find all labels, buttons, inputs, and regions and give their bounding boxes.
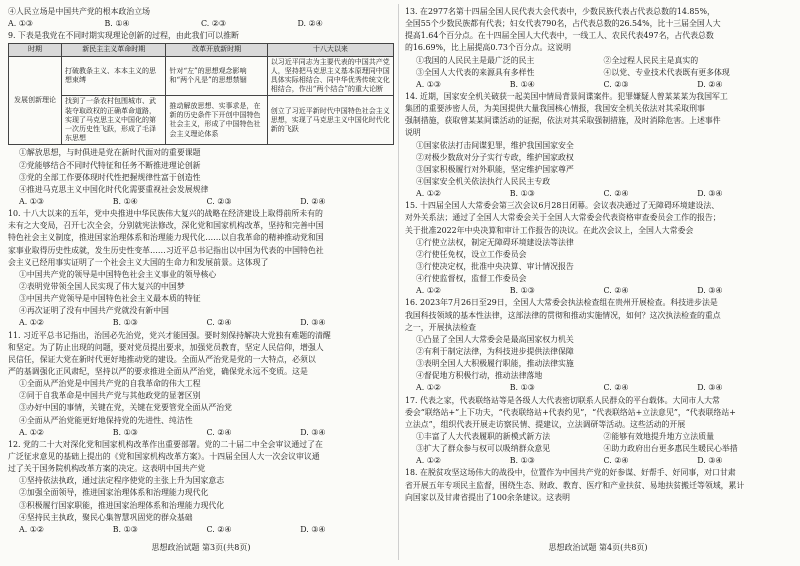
statement: ④以党、专业技术代表既有更多体现 — [603, 67, 730, 77]
table-header: 改革开放新时期 — [166, 44, 267, 56]
statement: ②行使任免权，设立工作委员会 — [416, 249, 527, 259]
stem-line: 立法点”，组织代表开展走访察民情、提建议，立法调研等活动。这些活动的开展 — [405, 419, 686, 429]
option-d: D. ②④ — [697, 79, 723, 89]
stem-line: 民信任，保证大党在新时代更好地推动党的建设。全面从严治党是党的一大特点，必须以 — [8, 354, 316, 364]
option-a: A. ①② — [19, 427, 44, 437]
stem-line: 家事业取得历史性成就，发生历史性变革……习近平总书记指出以中国为代表的中国特色社 — [8, 245, 324, 255]
option-b: B. ①③ — [509, 383, 535, 393]
statement: ③行使决定权，批准中央决算、审计情况报告 — [416, 262, 574, 272]
statement: ①我国的人民民主是最广泛的民主 — [416, 55, 535, 65]
option-c: C. ②④ — [603, 383, 629, 393]
option-d: D. ③④ — [697, 189, 723, 199]
option-d: D. ②④ — [297, 19, 323, 29]
options-row — [8, 18, 394, 30]
stem-line: 未有之大变局，召开七次全会，分别就宪法修改，深化党和国家机构改革，坚持和完善中国 — [8, 221, 324, 231]
option-c: C. ②④ — [206, 427, 232, 437]
statement: ①行使立法权，制定无障碍环境建设法等法律 — [416, 237, 574, 247]
option-c: C. ②③ — [201, 19, 226, 29]
option-a: A. ①③ — [8, 19, 33, 29]
statement: ②同于自我革命是中国共产党与其他政党的显著区别 — [19, 391, 201, 401]
option-a: A. ①② — [19, 318, 44, 328]
stem-line: 强制措施，获取曾某某间谍活动的证据，依法对其采取强制措施，及时消除危害。上述事件 — [405, 116, 721, 126]
stem-line: 严的基调强化正风肃纪，坚持以严的要求推进全面从严治党，确保党永远不变质。这是 — [8, 367, 308, 377]
stem-line: 过了关于国务院机构改革方案的决定。这表明中国共产党 — [8, 464, 206, 474]
theory-innovation-table — [8, 43, 394, 145]
stem-line: 向国家以及甘肃省提出了100余条建议。这表明 — [405, 492, 570, 502]
statement: ④推进马克思主义中国化时代化需要重视社会发展规律 — [19, 184, 209, 194]
statement: ①全面从严治党是中国共产党的自我革命的伟大工程 — [19, 379, 201, 389]
stem-line: 对外关系法；通过了全国人大常委会关于全国人大常委会代表资格审查委员会工作的报告； — [405, 213, 721, 223]
statements-row — [405, 443, 791, 455]
statement: ②加强全面领导，推进国家治理体系和治理能力现代化 — [19, 488, 209, 498]
stem-line: 集团的重要涉密人员，为美国提供大量我国核心情报，我国安全机关依法对其采取刑事 — [405, 104, 705, 114]
stem-line: 我国科技领域的基本性法律，这部法律的贯彻和推动实施情况，如何？这次执法检查的重点 — [405, 310, 721, 320]
page-3 — [8, 6, 394, 554]
statement: ④行使监督权，监督工作委员会 — [416, 274, 527, 284]
option-b: B. ①③ — [112, 318, 138, 328]
statement: ④国家安全机关依法执行人民民主专政 — [416, 177, 551, 187]
stem-line: 全国55个少数民族都有代表；妇女代表790名，占代表总数的26.54%，比十三届全国人大 — [405, 19, 721, 29]
option-a: A. ①② — [19, 524, 44, 534]
statement: ③国家积极履行对外职能，坚定维护国家尊严 — [416, 164, 574, 174]
table-header: 时期 — [9, 44, 62, 56]
table-cell: 找到了一条农村包围城市、武装夺取政权的正确革命道路，实现了马克思主义中国化的第一次历史性飞跃，形成了毛泽东思想 — [62, 96, 166, 145]
option-c: C. ②④ — [603, 286, 629, 296]
stem-line: 广泛征求意见的基础上提出的《党和国家机构改革方案》。十四届全国人大一次会议审议通 — [8, 452, 320, 462]
statements-row — [405, 67, 791, 79]
option-a: A. ①② — [416, 286, 441, 296]
stem-line: 之一，开展执法检查 — [405, 322, 477, 332]
question-11-stem: 11. 习近平总书记指出，治国必先治党，党兴才能国强。要时刻保持解决大党独有难题的清醒 — [8, 330, 331, 340]
question-15-stem: 15. 十四届全国人大常委会第三次会议6月28日闭幕。会议表决通过了无障碍环境建设法、 — [405, 201, 720, 211]
statement: ②党能够结合不同时代特征和任务不断推进理论创新 — [19, 160, 201, 170]
question-12-stem: 12. 党的二十大对深化党和国家机构改革作出重要部署。党的二十届二中全会审议通过了在 — [8, 439, 323, 449]
statement: ②能够有效地提升地方立法质量 — [603, 432, 714, 442]
stem-line: 委会“联络站+”上下功夫，“代表联络站+代表约见”，“代表联络站+立法意见”，“代表联络站+ — [405, 407, 736, 417]
statement: ①国家依法打击间谍犯罪，维护我国国家安全 — [416, 140, 574, 150]
option-b: B. ①④ — [112, 197, 138, 207]
option-d: D. ③④ — [697, 286, 723, 296]
option-b: B. ①③ — [509, 286, 535, 296]
page-4 — [405, 6, 791, 554]
page-footer: 思想政治试题 第4页(共8页) — [548, 543, 648, 552]
table-row-label: 发展创新理论 — [9, 56, 62, 145]
table-header: 新民主主义革命时期 — [62, 44, 166, 56]
option-b: B. ①③ — [509, 189, 535, 199]
statement: ④坚持民主执政，聚民心集智慧巩固党的群众基础 — [19, 512, 193, 522]
options-row — [405, 455, 791, 467]
options-row — [8, 524, 394, 536]
question-16-stem: 16. 2023年7月26日至29日，全国人大常委会执法检查组在贵州开展检查。科技进步法是 — [405, 298, 718, 308]
option-d: D. ②④ — [300, 197, 326, 207]
question-9-stem: 9. 下表是我党在不同时期实现理论创新的过程，由此我们可以推断 — [8, 31, 239, 41]
stem-line: 提高1.64个百分点。在十四届全国人大代表中，一线工人、农民代表497名，占代表总数 — [405, 31, 714, 41]
option-d: D. ③④ — [300, 318, 326, 328]
statement: ④再次证明了没有中国共产党就没有新中国 — [19, 306, 169, 316]
stem-line: 特色社会主义制度，推进国家治理体系和治理能力现代化……以自我革命的精神推动党和国 — [8, 233, 324, 243]
page-footer: 思想政治试题 第3页(共8页) — [151, 543, 251, 552]
table-cell: 针对“左”的思想观念影响和“两个凡是”的思想禁锢 — [166, 56, 267, 96]
option-c: C. ②③ — [603, 79, 629, 89]
table-cell: 打破教条主义、本本主义的思想束缚 — [62, 56, 166, 96]
statement: ④全面从严治党能更好地保持党的先进性、纯洁性 — [19, 415, 193, 425]
option-d: D. ③④ — [300, 427, 326, 437]
options-row — [405, 285, 791, 297]
statement: ①坚持依法执政，通过法定程序使党的主张上升为国家意志 — [19, 476, 225, 486]
options-row — [8, 317, 394, 329]
statement: ①凸显了全国人大常委会是最高国家权力机关 — [416, 334, 574, 344]
option-a: A. ①③ — [416, 79, 441, 89]
statement: ③积极履行国家职能，推进国家治理体系和治理能力现代化 — [19, 500, 225, 510]
statement: ③党的全部工作要体现时代性把握规律性富于创造性 — [19, 172, 201, 182]
question-13-stem: 13. 在2977名第十四届全国人民代表大会代表中，少数民族代表占代表总数的14.85%， — [405, 7, 715, 16]
statement: ③全国人大代表的来源具有多样性 — [416, 67, 535, 77]
options-row — [8, 196, 394, 208]
option-b: B. ①④ — [104, 19, 130, 29]
stem-line: 的16.69%，比上届提高0.73个百分点。这说明 — [405, 43, 572, 53]
statement: ③表明全国人大积极履行职能，推动法律实施 — [416, 359, 574, 369]
statement: ①中国共产党的领导是中国特色社会主义事业的领导核心 — [19, 269, 217, 279]
statement: ③办好中国的事情，关键在党，关键在党要管党全面从严治党 — [19, 403, 233, 413]
option-a: A. ①③ — [19, 197, 44, 207]
statement: ②对极少数敌对分子实行专政，维护国家政权 — [416, 152, 574, 162]
table-cell: 推动解放思想、实事求是，在新的历史条件下开创中国特色社会主义，形成了中国特色社会主义理论体系 — [166, 96, 267, 145]
option-b: B. ①③ — [112, 427, 138, 437]
option-c: C. ②④ — [206, 318, 232, 328]
question-18-stem: 18. 在脱贫攻坚这场伟大的战役中，位置作为中国共产党的好参谋、好帮手、好同事，对口甘肃 — [405, 468, 736, 478]
option-c: C. ②④ — [603, 189, 629, 199]
statement: ④督促地方积极行动，推动法律落地 — [416, 371, 543, 381]
option-d: D. ③④ — [697, 383, 723, 393]
option-b: B. ①③ — [509, 456, 535, 466]
statement: ③中国共产党领导是中国特色社会主义最本质的特征 — [19, 294, 201, 304]
option-d: D. ③④ — [697, 456, 723, 466]
option-a: A. ①② — [416, 189, 441, 199]
question-14-stem: 14. 近期，国家安全机关破获一起美国中情局背景间谍案件。犯罪嫌疑人曾某某某为我国军工 — [405, 92, 728, 102]
option-b: B. ①④ — [509, 79, 535, 89]
statement: ④助力政府出台更多惠民生暖民心举措 — [603, 444, 738, 454]
statement: ①解放思想，与时俱进是党在新时代面对的重要课题 — [19, 148, 201, 158]
page-divider — [398, 4, 399, 560]
stem-line: 关于批准2022年中央决算和审计工作报告的决议。在此次会议上，全国人大常委会 — [405, 225, 694, 235]
statement: ①丰富了人大代表履职的新模式新方法 — [416, 432, 551, 442]
options-row — [8, 427, 394, 439]
stem-line: ④人民立场是中国共产党的根本政治立场 — [8, 7, 151, 16]
question-17-stem: 17. 代表之家，代表联络站等是各级人大代表密切联系人民群众的平台载体。大同市人大常 — [405, 395, 720, 405]
options-row — [405, 79, 791, 91]
table-cell: 以习近平同志为主要代表的中国共产党人，坚持把马克思主义基本原理同中国具体实际相结合、同中华优秀传统文化相结合，作出“两个结合”的重大论断 — [267, 56, 393, 96]
option-b: B. ①③ — [112, 524, 138, 534]
statement: ②表明党带领全国人民实现了伟大复兴的中国梦 — [19, 282, 185, 292]
option-a: A. ①② — [416, 383, 441, 393]
option-c: C. ②③ — [206, 197, 232, 207]
statements-row — [405, 55, 791, 67]
stem-line: 会主义已经用事实证明了一个社会主义大国的生命力和发展前景。这体现了 — [8, 257, 269, 267]
option-c: C. ②④ — [603, 456, 629, 466]
statement: ②全过程人民民主是真实的 — [603, 55, 699, 65]
options-row — [405, 382, 791, 394]
option-d: D. ③④ — [300, 524, 326, 534]
table-cell: 创立了习近平新时代中国特色社会主义思想，实现了马克思主义中国化时代化新的飞跃 — [267, 96, 393, 145]
question-10-stem: 10. 十八大以来的五年，党中央推进中华民族伟大复兴的战略在经济建设上取得前所未有的 — [8, 209, 323, 219]
stem-line: 和坚定。为了防止出现的问题，要对党员提出要求，加强党员教育，坚定人民信仰，增强人 — [8, 342, 324, 352]
stem-line: 说明 — [405, 128, 421, 138]
options-row — [405, 188, 791, 200]
statements-row — [405, 431, 791, 443]
option-a: A. ①② — [416, 456, 441, 466]
statement: ②有利于制定法律，为科技进步提供法律保障 — [416, 347, 574, 357]
stem-line: 省开展五年专项民主监督，围绕生态、财政、教育、医疗和产业扶贫、易地扶贫搬迁等领域，累计 — [405, 480, 745, 490]
option-c: C. ②④ — [206, 524, 232, 534]
statement: ③扩大了群众参与权可以吸纳群众意见 — [416, 444, 551, 454]
table-header: 十八大以来 — [267, 44, 393, 56]
